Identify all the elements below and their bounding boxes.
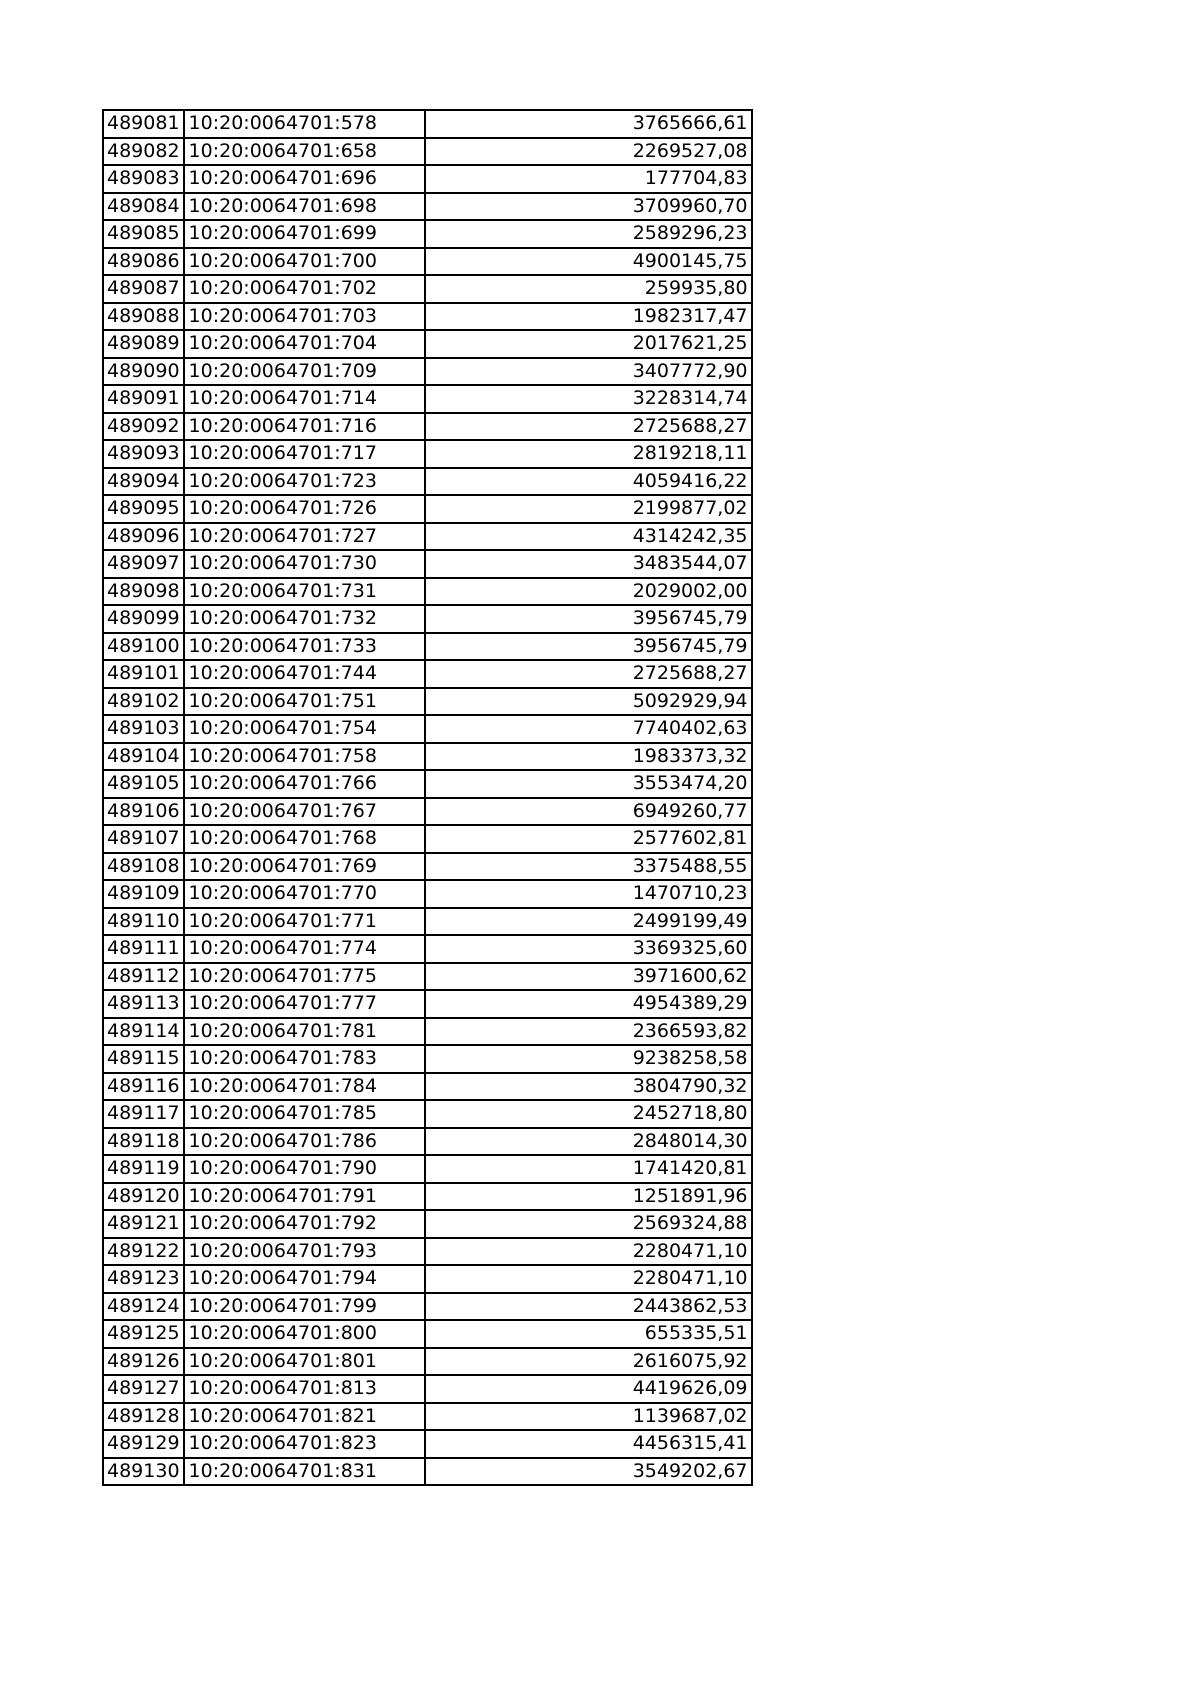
- value-cell: 2725688,27: [425, 660, 752, 688]
- value-cell: 2017621,25: [425, 330, 752, 358]
- cadastral-number-cell: 10:20:0064701:768: [184, 825, 425, 853]
- row-number-cell: 489091: [103, 385, 184, 413]
- table-row: [103, 1073, 752, 1101]
- value-cell: 3956745,79: [425, 605, 752, 633]
- table-row: [103, 1403, 752, 1431]
- table-row: [103, 1375, 752, 1403]
- value-cell: 4456315,41: [425, 1430, 752, 1458]
- table-row: [103, 495, 752, 523]
- value-cell: 259935,80: [425, 275, 752, 303]
- row-number-cell: 489122: [103, 1238, 184, 1266]
- table-row: [103, 963, 752, 991]
- table-row: [103, 880, 752, 908]
- cadastral-number-cell: 10:20:0064701:717: [184, 440, 425, 468]
- row-number-cell: 489085: [103, 220, 184, 248]
- row-number-cell: 489127: [103, 1375, 184, 1403]
- row-number-cell: 489087: [103, 275, 184, 303]
- row-number-cell: 489093: [103, 440, 184, 468]
- table-row: [103, 1045, 752, 1073]
- value-cell: 3553474,20: [425, 770, 752, 798]
- row-number-cell: 489117: [103, 1100, 184, 1128]
- cadastral-number-cell: 10:20:0064701:783: [184, 1045, 425, 1073]
- value-cell: 2616075,92: [425, 1348, 752, 1376]
- value-cell: 1982317,47: [425, 303, 752, 331]
- cadastral-number-cell: 10:20:0064701:823: [184, 1430, 425, 1458]
- row-number-cell: 489130: [103, 1458, 184, 1486]
- row-number-cell: 489118: [103, 1128, 184, 1156]
- cadastral-number-cell: 10:20:0064701:801: [184, 1348, 425, 1376]
- cadastral-number-cell: 10:20:0064701:799: [184, 1293, 425, 1321]
- row-number-cell: 489108: [103, 853, 184, 881]
- table-row: [103, 358, 752, 386]
- table-row: [103, 1348, 752, 1376]
- row-number-cell: 489083: [103, 165, 184, 193]
- value-cell: 1741420,81: [425, 1155, 752, 1183]
- cadastral-number-cell: 10:20:0064701:716: [184, 413, 425, 441]
- value-cell: 3483544,07: [425, 550, 752, 578]
- cadastral-number-cell: 10:20:0064701:702: [184, 275, 425, 303]
- table-row: [103, 908, 752, 936]
- row-number-cell: 489110: [103, 908, 184, 936]
- value-cell: 2577602,81: [425, 825, 752, 853]
- table-row: [103, 468, 752, 496]
- value-cell: 1470710,23: [425, 880, 752, 908]
- cadastral-number-cell: 10:20:0064701:730: [184, 550, 425, 578]
- table-row: [103, 578, 752, 606]
- value-cell: 3407772,90: [425, 358, 752, 386]
- value-cell: 3375488,55: [425, 853, 752, 881]
- cadastral-number-cell: 10:20:0064701:758: [184, 743, 425, 771]
- row-number-cell: 489098: [103, 578, 184, 606]
- cadastral-number-cell: 10:20:0064701:699: [184, 220, 425, 248]
- table-row: [103, 990, 752, 1018]
- row-number-cell: 489096: [103, 523, 184, 551]
- value-cell: 4419626,09: [425, 1375, 752, 1403]
- row-number-cell: 489088: [103, 303, 184, 331]
- cadastral-number-cell: 10:20:0064701:786: [184, 1128, 425, 1156]
- table-row: [103, 1183, 752, 1211]
- cadastral-number-cell: 10:20:0064701:793: [184, 1238, 425, 1266]
- cadastral-number-cell: 10:20:0064701:723: [184, 468, 425, 496]
- table-row: [103, 330, 752, 358]
- table-row: [103, 1018, 752, 1046]
- table-row: [103, 605, 752, 633]
- cadastral-number-cell: 10:20:0064701:770: [184, 880, 425, 908]
- cadastral-number-cell: 10:20:0064701:727: [184, 523, 425, 551]
- table-row: [103, 1210, 752, 1238]
- table-row: [103, 935, 752, 963]
- row-number-cell: 489120: [103, 1183, 184, 1211]
- table-row: [103, 1320, 752, 1348]
- table-row: [103, 385, 752, 413]
- row-number-cell: 489129: [103, 1430, 184, 1458]
- table-row: [103, 688, 752, 716]
- cadastral-number-cell: 10:20:0064701:769: [184, 853, 425, 881]
- row-number-cell: 489086: [103, 248, 184, 276]
- value-cell: 2589296,23: [425, 220, 752, 248]
- cadastral-number-cell: 10:20:0064701:733: [184, 633, 425, 661]
- row-number-cell: 489081: [103, 110, 184, 138]
- row-number-cell: 489106: [103, 798, 184, 826]
- table-row: [103, 1293, 752, 1321]
- value-cell: 2280471,10: [425, 1238, 752, 1266]
- value-cell: 2366593,82: [425, 1018, 752, 1046]
- cadastral-number-cell: 10:20:0064701:658: [184, 138, 425, 166]
- cadastral-number-cell: 10:20:0064701:751: [184, 688, 425, 716]
- table-row: [103, 1238, 752, 1266]
- row-number-cell: 489089: [103, 330, 184, 358]
- row-number-cell: 489125: [103, 1320, 184, 1348]
- table-row: [103, 248, 752, 276]
- value-cell: 5092929,94: [425, 688, 752, 716]
- value-cell: 3369325,60: [425, 935, 752, 963]
- cadastral-number-cell: 10:20:0064701:777: [184, 990, 425, 1018]
- row-number-cell: 489123: [103, 1265, 184, 1293]
- table-row: [103, 770, 752, 798]
- row-number-cell: 489121: [103, 1210, 184, 1238]
- cadastral-number-cell: 10:20:0064701:726: [184, 495, 425, 523]
- table-row: [103, 633, 752, 661]
- cadastral-number-cell: 10:20:0064701:791: [184, 1183, 425, 1211]
- value-cell: 3765666,61: [425, 110, 752, 138]
- table-row: [103, 1128, 752, 1156]
- cadastral-number-cell: 10:20:0064701:766: [184, 770, 425, 798]
- table-body: [103, 110, 752, 1485]
- row-number-cell: 489100: [103, 633, 184, 661]
- row-number-cell: 489107: [103, 825, 184, 853]
- table-row: [103, 193, 752, 221]
- cadastral-number-cell: 10:20:0064701:821: [184, 1403, 425, 1431]
- cadastral-number-cell: 10:20:0064701:790: [184, 1155, 425, 1183]
- table-row: [103, 138, 752, 166]
- value-cell: 2499199,49: [425, 908, 752, 936]
- table-row: [103, 1100, 752, 1128]
- cadastral-number-cell: 10:20:0064701:578: [184, 110, 425, 138]
- value-cell: 4954389,29: [425, 990, 752, 1018]
- row-number-cell: 489119: [103, 1155, 184, 1183]
- row-number-cell: 489092: [103, 413, 184, 441]
- table-row: [103, 440, 752, 468]
- row-number-cell: 489082: [103, 138, 184, 166]
- row-number-cell: 489128: [103, 1403, 184, 1431]
- value-cell: 4059416,22: [425, 468, 752, 496]
- value-cell: 2452718,80: [425, 1100, 752, 1128]
- table-row: [103, 1430, 752, 1458]
- table-row: [103, 303, 752, 331]
- cadastral-number-cell: 10:20:0064701:714: [184, 385, 425, 413]
- table-row: [103, 550, 752, 578]
- cadastral-number-cell: 10:20:0064701:771: [184, 908, 425, 936]
- value-cell: 2280471,10: [425, 1265, 752, 1293]
- row-number-cell: 489090: [103, 358, 184, 386]
- value-cell: 2725688,27: [425, 413, 752, 441]
- cadastral-number-cell: 10:20:0064701:700: [184, 248, 425, 276]
- value-cell: 2269527,08: [425, 138, 752, 166]
- table-row: [103, 523, 752, 551]
- table-row: [103, 165, 752, 193]
- row-number-cell: 489101: [103, 660, 184, 688]
- value-cell: 6949260,77: [425, 798, 752, 826]
- cadastral-number-cell: 10:20:0064701:785: [184, 1100, 425, 1128]
- table-row: [103, 660, 752, 688]
- value-cell: 7740402,63: [425, 715, 752, 743]
- value-cell: 3804790,32: [425, 1073, 752, 1101]
- value-cell: 3971600,62: [425, 963, 752, 991]
- row-number-cell: 489115: [103, 1045, 184, 1073]
- row-number-cell: 489094: [103, 468, 184, 496]
- table-row: [103, 853, 752, 881]
- value-cell: 3956745,79: [425, 633, 752, 661]
- row-number-cell: 489097: [103, 550, 184, 578]
- value-cell: 1251891,96: [425, 1183, 752, 1211]
- cadastral-number-cell: 10:20:0064701:774: [184, 935, 425, 963]
- row-number-cell: 489113: [103, 990, 184, 1018]
- table-row: [103, 743, 752, 771]
- table-row: [103, 798, 752, 826]
- data-table: [102, 109, 753, 1486]
- row-number-cell: 489105: [103, 770, 184, 798]
- cadastral-number-cell: 10:20:0064701:709: [184, 358, 425, 386]
- value-cell: 177704,83: [425, 165, 752, 193]
- row-number-cell: 489124: [103, 1293, 184, 1321]
- row-number-cell: 489126: [103, 1348, 184, 1376]
- row-number-cell: 489116: [103, 1073, 184, 1101]
- row-number-cell: 489095: [103, 495, 184, 523]
- row-number-cell: 489109: [103, 880, 184, 908]
- row-number-cell: 489102: [103, 688, 184, 716]
- cadastral-number-cell: 10:20:0064701:831: [184, 1458, 425, 1486]
- row-number-cell: 489111: [103, 935, 184, 963]
- table-row: [103, 220, 752, 248]
- value-cell: 2848014,30: [425, 1128, 752, 1156]
- cadastral-number-cell: 10:20:0064701:696: [184, 165, 425, 193]
- cadastral-number-cell: 10:20:0064701:794: [184, 1265, 425, 1293]
- cadastral-number-cell: 10:20:0064701:744: [184, 660, 425, 688]
- value-cell: 2029002,00: [425, 578, 752, 606]
- row-number-cell: 489114: [103, 1018, 184, 1046]
- cadastral-number-cell: 10:20:0064701:698: [184, 193, 425, 221]
- row-number-cell: 489112: [103, 963, 184, 991]
- cadastral-number-cell: 10:20:0064701:784: [184, 1073, 425, 1101]
- cadastral-number-cell: 10:20:0064701:792: [184, 1210, 425, 1238]
- value-cell: 655335,51: [425, 1320, 752, 1348]
- value-cell: 9238258,58: [425, 1045, 752, 1073]
- value-cell: 4314242,35: [425, 523, 752, 551]
- table-row: [103, 110, 752, 138]
- table-row: [103, 1155, 752, 1183]
- cadastral-number-cell: 10:20:0064701:731: [184, 578, 425, 606]
- value-cell: 2819218,11: [425, 440, 752, 468]
- table-row: [103, 1458, 752, 1486]
- row-number-cell: 489103: [103, 715, 184, 743]
- table-row: [103, 413, 752, 441]
- value-cell: 3228314,74: [425, 385, 752, 413]
- cadastral-number-cell: 10:20:0064701:781: [184, 1018, 425, 1046]
- cadastral-number-cell: 10:20:0064701:703: [184, 303, 425, 331]
- cadastral-number-cell: 10:20:0064701:767: [184, 798, 425, 826]
- table-row: [103, 275, 752, 303]
- value-cell: 4900145,75: [425, 248, 752, 276]
- cadastral-number-cell: 10:20:0064701:775: [184, 963, 425, 991]
- value-cell: 1139687,02: [425, 1403, 752, 1431]
- table-row: [103, 715, 752, 743]
- table-row: [103, 825, 752, 853]
- value-cell: 3549202,67: [425, 1458, 752, 1486]
- value-cell: 3709960,70: [425, 193, 752, 221]
- cadastral-number-cell: 10:20:0064701:813: [184, 1375, 425, 1403]
- value-cell: 2569324,88: [425, 1210, 752, 1238]
- row-number-cell: 489084: [103, 193, 184, 221]
- cadastral-number-cell: 10:20:0064701:732: [184, 605, 425, 633]
- cadastral-number-cell: 10:20:0064701:704: [184, 330, 425, 358]
- cadastral-number-cell: 10:20:0064701:754: [184, 715, 425, 743]
- row-number-cell: 489099: [103, 605, 184, 633]
- value-cell: 1983373,32: [425, 743, 752, 771]
- value-cell: 2443862,53: [425, 1293, 752, 1321]
- row-number-cell: 489104: [103, 743, 184, 771]
- cadastral-number-cell: 10:20:0064701:800: [184, 1320, 425, 1348]
- table-row: [103, 1265, 752, 1293]
- value-cell: 2199877,02: [425, 495, 752, 523]
